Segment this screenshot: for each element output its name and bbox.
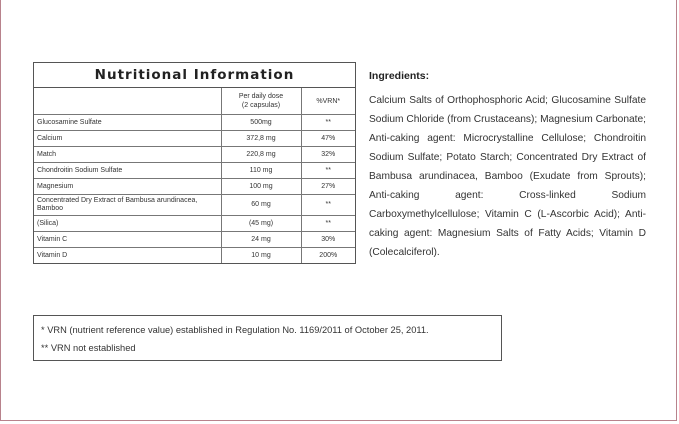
nutrient-name: Vitamin D — [34, 248, 221, 264]
nutrient-name: (Silica) — [34, 216, 221, 232]
footnote-box — [33, 315, 502, 361]
table-row — [34, 216, 355, 232]
nutrient-dose: (45 mg) — [221, 216, 301, 232]
footnote-vrn: * VRN (nutrient reference value) established in Regulation No. 1169/2011 of October 25, 2011. — [41, 325, 429, 335]
nutrition-title: Nutritional Information — [34, 63, 355, 88]
nutrient-name: Glucosamine Sulfate — [34, 115, 221, 131]
ingredients-title: Ingredients: — [369, 70, 430, 82]
nutrient-vrn: ** — [301, 163, 355, 179]
nutrient-name: Match — [34, 147, 221, 163]
table-row — [34, 248, 355, 264]
header-ingredient — [34, 88, 221, 115]
table-row — [34, 179, 355, 195]
nutrient-dose: 110 mg — [221, 163, 301, 179]
nutrient-name: Calcium — [34, 131, 221, 147]
nutrient-dose: 220,8 mg — [221, 147, 301, 163]
nutrient-dose: 372,8 mg — [221, 131, 301, 147]
table-row — [34, 131, 355, 147]
nutrient-vrn: 27% — [301, 179, 355, 195]
nutrient-vrn: 30% — [301, 232, 355, 248]
header-dose-label: Per daily dose (2 capsulas) — [238, 93, 284, 109]
nutrient-name: Vitamin C — [34, 232, 221, 248]
table-row — [34, 163, 355, 179]
nutrient-vrn: ** — [301, 115, 355, 131]
nutrition-table-panel — [33, 62, 356, 264]
nutrient-name: Magnesium — [34, 179, 221, 195]
table-row — [34, 115, 355, 131]
table-row — [34, 232, 355, 248]
nutrient-vrn: 200% — [319, 252, 338, 259]
nutrient-vrn: ** — [301, 195, 355, 216]
table-row — [34, 147, 355, 163]
nutrient-dose: 24 mg — [221, 232, 301, 248]
table-header-row — [34, 88, 355, 115]
ingredients-text: Calcium Salts of Orthophosphoric Acid; Glucosamine Sulfate Sodium Chloride (from Crustaceans); Magnesium Carbonate; Anti-caking agent: Microcrystalline Cellulose; Chondroitin Sodium Sulfate; Potato Starch; Concentrated Dry Extract of Bambusa arundinacea, Bamboo (Exudate from Sprouts); Anti-caking agent: Cross-linked Sodium Carboxymethylcellulose; Vitamin C (L-Ascorbic Acid); Anti-caking agent: Magnesium Salts of Fatty Acids; Vitamin D (Colecalciferol). — [369, 95, 646, 258]
nutrient-dose: 60 mg — [221, 195, 301, 216]
nutrient-name: Concentrated Dry Extract of Bambusa arundinacea, Bamboo — [34, 195, 221, 216]
nutrient-vrn: 47% — [301, 131, 355, 147]
nutrition-table — [34, 88, 355, 263]
footnote-not-established: ** VRN not established — [41, 343, 136, 353]
nutrient-dose: 100 mg — [221, 179, 301, 195]
nutrient-dose: 500mg — [221, 115, 301, 131]
header-dose — [221, 88, 301, 115]
header-vrn: %VRN* — [301, 88, 355, 115]
nutrient-vrn: ** — [301, 216, 355, 232]
nutrient-vrn: 32% — [301, 147, 355, 163]
nutrient-name: Chondroitin Sodium Sulfate — [34, 163, 221, 179]
nutrient-dose: 10 mg — [221, 248, 301, 264]
table-row — [34, 195, 355, 216]
